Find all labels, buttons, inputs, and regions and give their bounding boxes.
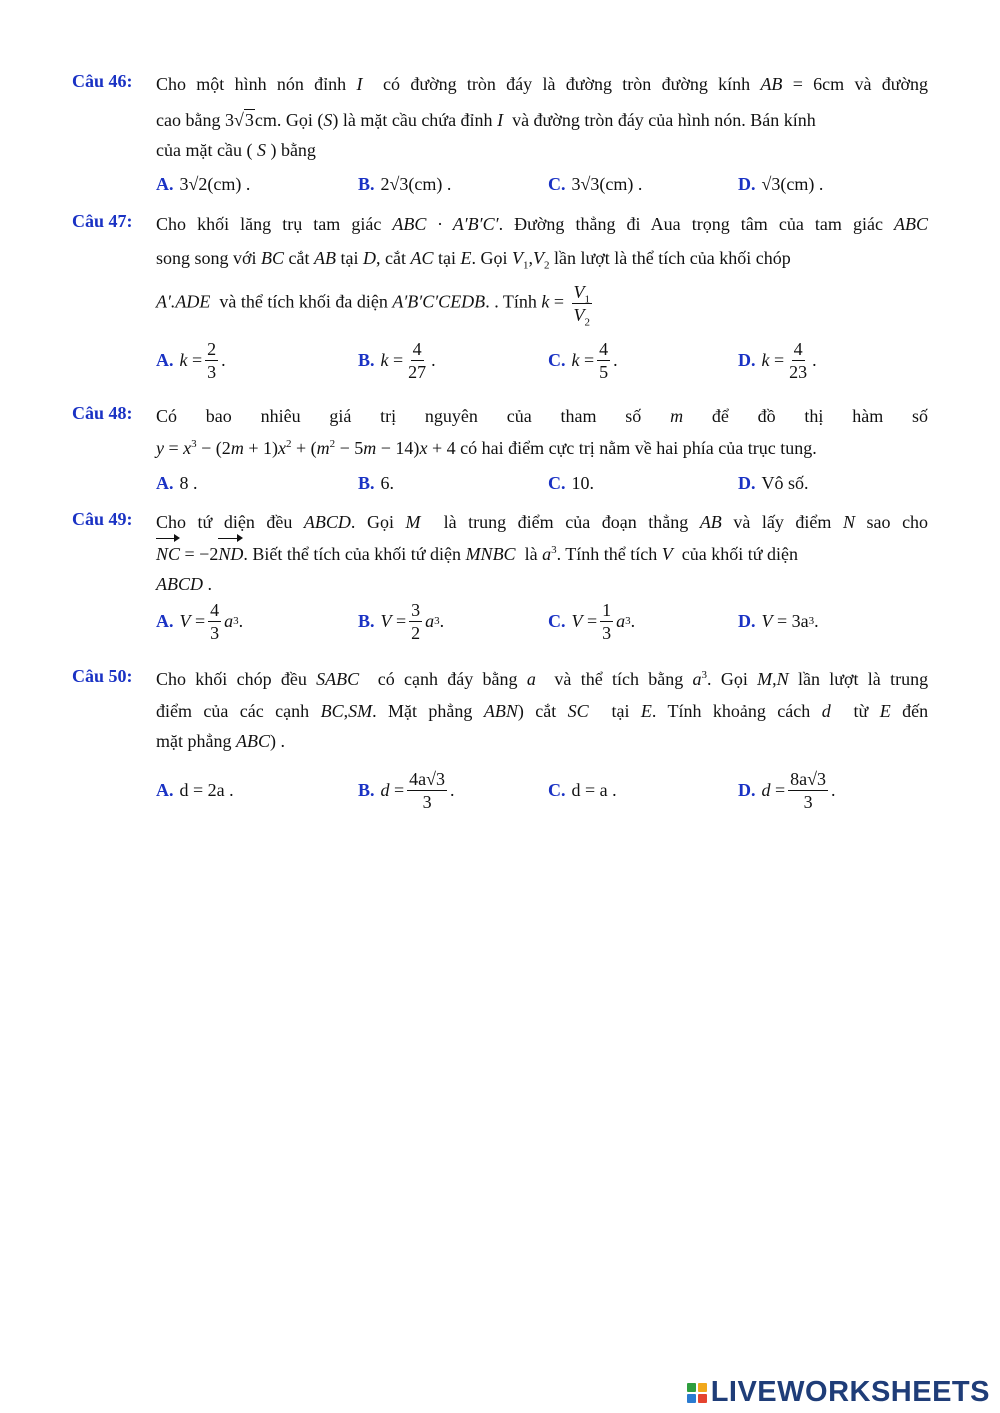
option-c[interactable]: C. 3√3(cm) . — [548, 173, 643, 194]
logo-square — [698, 1394, 707, 1403]
option-b[interactable]: B. 2√3(cm) . — [358, 173, 452, 194]
option-b[interactable]: B. k = $\frac{4}{27}$ . — [358, 338, 436, 382]
logo-text: LIVEWORKSHEETS — [710, 1376, 990, 1408]
option-c[interactable]: C. V = $\frac{1}{3}$ a 3 . — [548, 599, 636, 643]
logo-square — [698, 1383, 707, 1392]
question-text: Có bao nhiêu giá trị nguyên của tham số m để đồ thị hàm số $y = x^3 - (2m + 1)x^2 + (m^2 - 5m - 14)x + 4$ có hai điểm cực trị nằm về hai phía của trục tung. — [156, 406, 929, 458]
options — [156, 770, 928, 810]
option-b[interactable]: B. 6. — [358, 472, 395, 493]
question-label: Câu 46: — [72, 71, 133, 91]
option-d[interactable]: D. √3(cm) . — [738, 173, 824, 194]
question-label: Câu 48: — [72, 403, 133, 423]
option-d[interactable]: D. V = 3a 3 . — [738, 610, 819, 631]
option-b[interactable]: B. d = $\frac{4a√3}{3}$ . — [358, 768, 455, 812]
logo-mark-icon — [687, 1383, 707, 1403]
option-a[interactable]: A. V = $\frac{4}{3}$ a 3 . — [156, 599, 244, 643]
option-d[interactable]: D. k = $\frac{4}{23}$ . — [738, 338, 817, 382]
question-text: Cho khối lăng trụ tam giác ABC · A′B′C′. Đường thẳng đi Aua trọng tâm của tam giác ABC song song với BC cắt AB tại D, cắt AC tại E. Gọi $V_1,V_2$ lần lượt là thể tích của khối chóp A′.ADE và thể tích khối đa diện A′B′C′CEDB. . Tính k = $\frac{V_1}{V_2}$ — [156, 214, 929, 329]
question-label: Câu 47: — [72, 211, 133, 231]
options — [156, 164, 928, 204]
option-a[interactable]: A. 8 . — [156, 472, 198, 493]
question-text: Cho khối chóp đều SABC có cạnh đáy bằng a và thể tích bằng $a^3$. Gọi M,N lần lượt là trung điểm của các cạnh BC,SM. Mặt phẳng ABN) cắt SC tại E. Tính khoảng cách d từ E đến mặt phẳng ABC) . — [156, 669, 929, 751]
question-text: Cho một hình nón đỉnh I có đường tròn đáy là đường tròn đường kính AB = 6cm và đường cao bằng 3√3cm. Gọi (S) là mặt cầu chứa đỉnh I và đường tròn đáy của hình nón. Bán kính của mặt cầu ( S ) bằng — [156, 74, 929, 160]
logo-square — [687, 1383, 696, 1392]
options — [156, 601, 928, 641]
question-label: Câu 50: — [72, 666, 133, 686]
option-c[interactable]: C. 10. — [548, 472, 594, 493]
option-b[interactable]: B. V = $\frac{3}{2}$ a 3 . — [358, 599, 445, 643]
options — [156, 463, 928, 503]
option-a[interactable]: A. k = $\frac{2}{3}$ . — [156, 338, 226, 382]
options — [156, 340, 928, 380]
option-d[interactable]: D. Vô số. — [738, 472, 809, 493]
option-a[interactable]: A. d = 2a . — [156, 779, 234, 800]
question-text: Cho tứ diện đều ABCD. Gọi M là trung điểm của đoạn thẳng AB và lấy điểm N sao cho NC = −2ND. Biết thể tích của khối tứ diện MNBC là $a^3$. Tính thể tích V của khối tứ diện ABCD . — [156, 512, 929, 594]
liveworksheets-logo — [687, 1376, 990, 1409]
option-c[interactable]: C. d = a . — [548, 779, 617, 800]
logo-square — [687, 1394, 696, 1403]
option-a[interactable]: A. 3√2(cm) . — [156, 173, 251, 194]
option-c[interactable]: C. k = $\frac{4}{5}$ . — [548, 338, 618, 382]
option-d[interactable]: D. d = $\frac{8a√3}{3}$ . — [738, 768, 836, 812]
question-label: Câu 49: — [72, 509, 133, 529]
